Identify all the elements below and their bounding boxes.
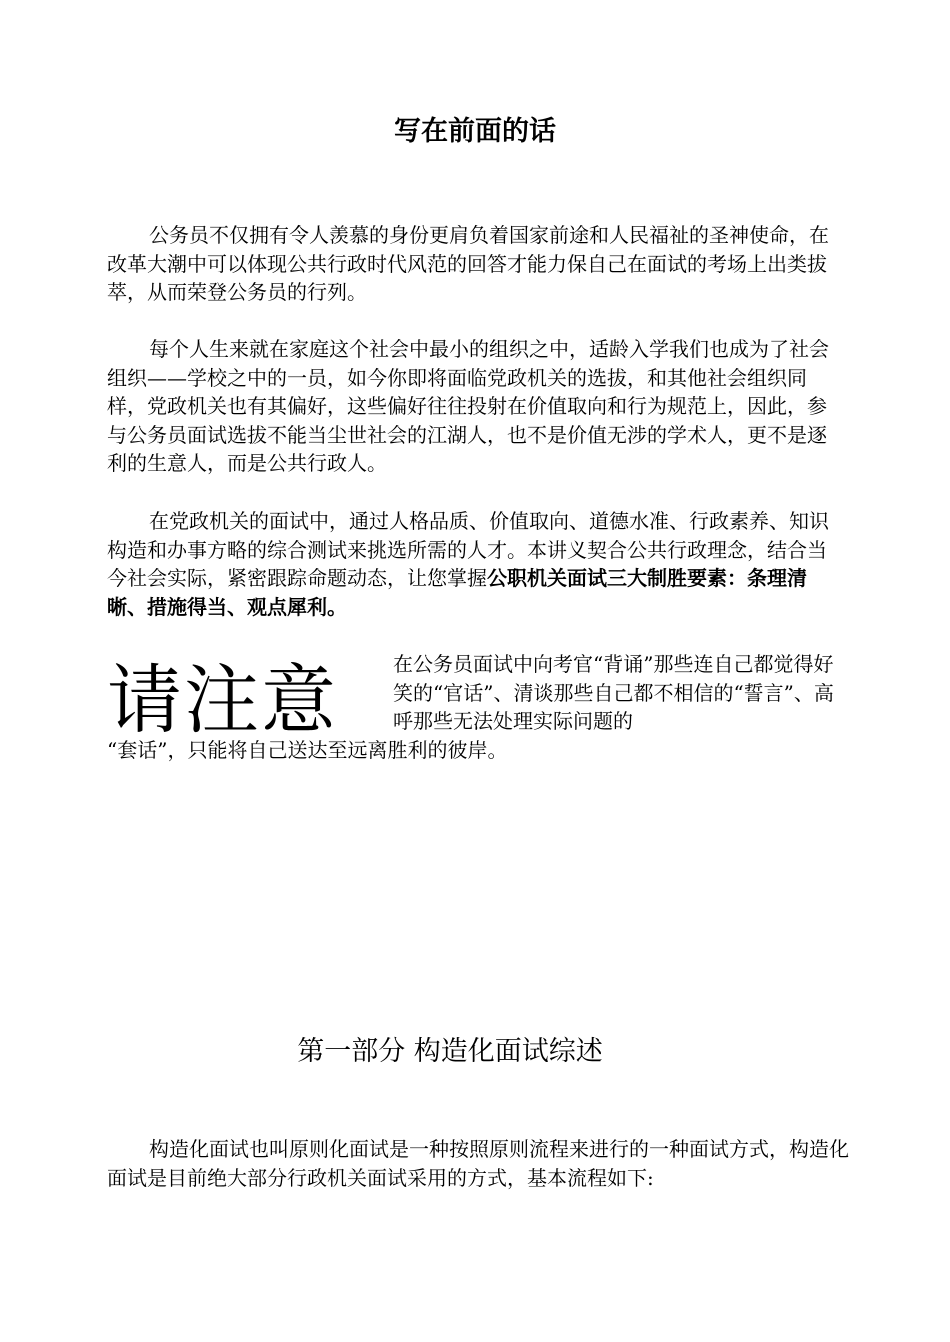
intro-paragraph-3-text: 在党政机关的面试中，通过人格品质、价值取向、道德水准、行政素养、知识构造和办事方略的综合测试来挑选所需的人才。本讲义契合公共行政理念，结合当今社会实际，紧密跟踪命题动态，让您掌握 <box>107 509 829 590</box>
notice-large-label: 请注意 <box>107 656 339 744</box>
notice-text: 在公务员面试中向考官“背诵”那些连自己都觉得好笑的“官话”、清谈那些自己都不相信的“誓言”、高呼那些无法处理实际问题的 <box>393 652 834 733</box>
section-paragraph: 构造化面试也叫原则化面试是一种按照原则流程来进行的一种面试方式，构造化面试是目前绝大部分行政机关面试采用的方式，基本流程如下: <box>107 1137 849 1190</box>
notice-text-tail: “套话”，只能将自己送达至远离胜利的彼岸。 <box>107 738 508 762</box>
section-title: 第一部分 构造化面试综述 <box>297 1036 603 1067</box>
page-title: 写在前面的话 <box>394 116 556 147</box>
intro-paragraph-3 <box>107 507 845 621</box>
key-factors-bold-text: 公职机关面试三大制胜要素：条理清晰、措施得当、观点犀利。 <box>107 566 807 619</box>
intro-paragraph-1: 公务员不仅拥有令人羡慕的身份更肩负着国家前途和人民福祉的圣神使命，在改革大潮中可以体现公共行政时代风范的回答才能力保自己在面试的考场上出类拔萃，从而荣登公务员的行列。 <box>107 223 829 304</box>
intro-paragraph-2: 每个人生来就在家庭这个社会中最小的组织之中，适龄入学我们也成为了社会组织——学校之中的一员，如今你即将面临党政机关的选拔，和其他社会组织同样，党政机关也有其偏好，这些偏好往往投射在价值取向和行为规范上，因此，参与公务员面试选拔不能当尘世社会的江湖人，也不是价值无涉的学术人，更不是逐利的生意人，而是公共行政人。 <box>107 337 829 475</box>
